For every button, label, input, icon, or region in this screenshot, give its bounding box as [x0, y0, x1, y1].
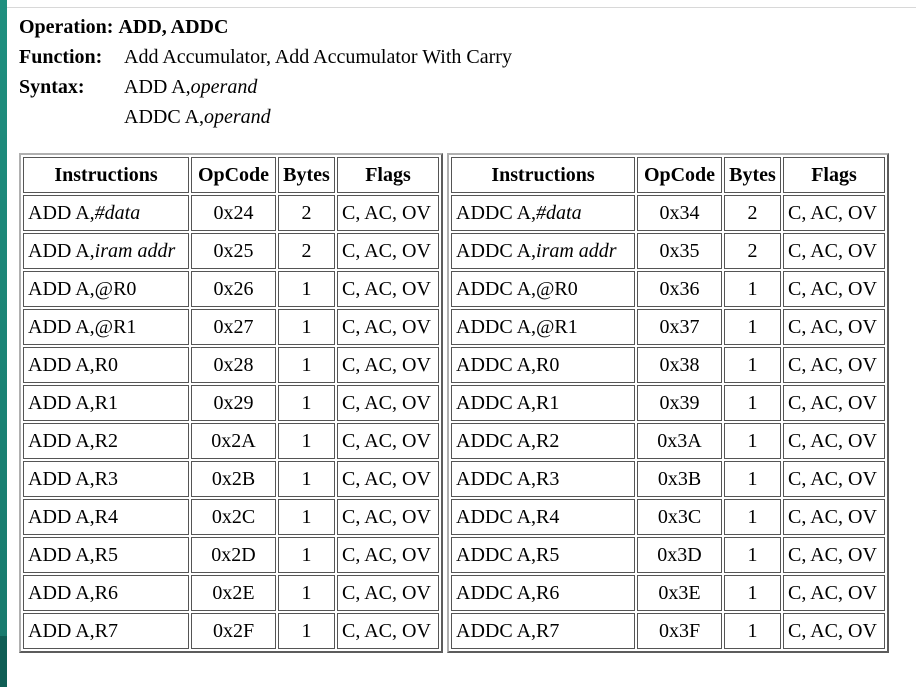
instruction-mnemonic: ADDC A,	[456, 467, 537, 490]
flags-cell: C, AC, OV	[337, 461, 439, 497]
instruction-mnemonic: ADD A,	[28, 315, 95, 338]
opcode-cell: 0x2A	[191, 423, 276, 459]
bytes-cell: 1	[278, 271, 335, 307]
instruction-cell	[23, 233, 189, 269]
flags-cell: C, AC, OV	[783, 385, 885, 421]
syntax-label: Syntax:	[19, 76, 85, 98]
instruction-mnemonic: ADDC A,	[456, 429, 537, 452]
instruction-cell	[451, 309, 635, 345]
table-row	[451, 271, 885, 307]
instruction-mnemonic: ADD A,	[28, 619, 95, 642]
instruction-mnemonic: ADD A,	[28, 467, 95, 490]
instruction-operand: R3	[536, 467, 560, 490]
col-instructions: Instructions	[23, 157, 189, 193]
table-row	[23, 347, 439, 383]
table-row	[23, 385, 439, 421]
table-row	[451, 461, 885, 497]
opcode-cell: 0x2F	[191, 613, 276, 649]
table-row	[451, 575, 885, 611]
top-divider	[7, 7, 916, 8]
instruction-mnemonic: ADDC A,	[456, 391, 537, 414]
add-table	[19, 153, 443, 653]
flags-cell: C, AC, OV	[783, 309, 885, 345]
instruction-mnemonic: ADDC A,	[456, 505, 537, 528]
instruction-cell	[23, 537, 189, 573]
flags-cell: C, AC, OV	[783, 537, 885, 573]
instruction-operand: R6	[94, 581, 119, 604]
opcode-cell: 0x2E	[191, 575, 276, 611]
instruction-operand: iram addr	[536, 239, 617, 262]
instruction-cell	[23, 575, 189, 611]
table-row	[23, 309, 439, 345]
table-row	[451, 309, 885, 345]
operation-label: Operation:	[19, 16, 114, 38]
instruction-cell	[23, 195, 189, 231]
bytes-cell: 1	[278, 575, 335, 611]
instruction-mnemonic: ADD A,	[28, 277, 95, 300]
opcode-cell: 0x2D	[191, 537, 276, 573]
flags-cell: C, AC, OV	[337, 233, 439, 269]
opcode-cell: 0x3A	[637, 423, 722, 459]
flags-cell: C, AC, OV	[783, 499, 885, 535]
opcode-cell: 0x3D	[637, 537, 722, 573]
flags-cell: C, AC, OV	[337, 347, 439, 383]
syntax-line-addc	[124, 102, 271, 132]
opcode-cell: 0x2B	[191, 461, 276, 497]
bytes-cell: 1	[278, 309, 335, 345]
function-label: Function:	[19, 46, 103, 68]
instruction-mnemonic: ADDC A,	[456, 581, 537, 604]
table-row	[23, 575, 439, 611]
opcode-cell: 0x3F	[637, 613, 722, 649]
instruction-operand: R1	[536, 391, 560, 414]
instruction-operand: @R1	[536, 315, 578, 338]
opcode-cell: 0x3C	[637, 499, 722, 535]
table-header-row	[451, 157, 885, 193]
flags-cell: C, AC, OV	[783, 461, 885, 497]
col-bytes: Bytes	[278, 157, 335, 193]
instruction-mnemonic: ADD A,	[28, 505, 95, 528]
instruction-cell	[23, 423, 189, 459]
bytes-cell: 1	[724, 461, 781, 497]
instruction-mnemonic: ADD A,	[28, 391, 95, 414]
left-edge-tab	[0, 636, 7, 687]
instruction-mnemonic: ADDC A,	[456, 201, 537, 224]
table-row	[23, 499, 439, 535]
instruction-operand: R6	[536, 581, 560, 604]
table-row	[451, 195, 885, 231]
function-row	[19, 42, 512, 72]
col-opcode: OpCode	[637, 157, 722, 193]
instruction-mnemonic: ADD A,	[28, 239, 95, 262]
bytes-cell: 1	[278, 385, 335, 421]
instruction-operand: R4	[536, 505, 560, 528]
instruction-mnemonic: ADD A,	[28, 581, 95, 604]
bytes-cell: 2	[724, 233, 781, 269]
instruction-operand: R2	[536, 429, 560, 452]
instruction-cell	[23, 309, 189, 345]
instruction-operand: @R1	[94, 315, 137, 338]
opcode-cell: 0x36	[637, 271, 722, 307]
table-row	[451, 233, 885, 269]
instruction-cell	[451, 575, 635, 611]
left-window-edge	[0, 0, 7, 687]
instruction-operand: R2	[94, 429, 119, 452]
instruction-cell	[451, 613, 635, 649]
bytes-cell: 1	[724, 423, 781, 459]
flags-cell: C, AC, OV	[337, 195, 439, 231]
bytes-cell: 2	[724, 195, 781, 231]
table-row	[23, 271, 439, 307]
opcode-cell: 0x28	[191, 347, 276, 383]
bytes-cell: 1	[724, 271, 781, 307]
flags-cell: C, AC, OV	[783, 613, 885, 649]
instruction-mnemonic: ADD A,	[28, 353, 95, 376]
flags-cell: C, AC, OV	[783, 195, 885, 231]
bytes-cell: 1	[724, 385, 781, 421]
instruction-operand: R5	[94, 543, 119, 566]
bytes-cell: 1	[724, 347, 781, 383]
col-opcode: OpCode	[191, 157, 276, 193]
instruction-mnemonic: ADDC A,	[456, 239, 537, 262]
opcode-cell: 0x3E	[637, 575, 722, 611]
opcode-cell: 0x29	[191, 385, 276, 421]
table-row	[23, 613, 439, 649]
table-row	[23, 537, 439, 573]
table-row	[451, 423, 885, 459]
instruction-operand: @R0	[536, 277, 578, 300]
bytes-cell: 2	[278, 195, 335, 231]
instruction-operand: R3	[94, 467, 119, 490]
bytes-cell: 1	[724, 309, 781, 345]
syntax-row-2	[124, 102, 512, 132]
instruction-cell	[23, 347, 189, 383]
instruction-header	[19, 12, 512, 132]
flags-cell: C, AC, OV	[337, 271, 439, 307]
table-row	[23, 461, 439, 497]
instruction-operand: R7	[94, 619, 119, 642]
col-flags: Flags	[337, 157, 439, 193]
syntax-addc-prefix: ADDC A,	[124, 106, 205, 128]
flags-cell: C, AC, OV	[337, 309, 439, 345]
instruction-cell	[451, 499, 635, 535]
operation-value: ADD, ADDC	[118, 16, 229, 38]
opcode-cell: 0x34	[637, 195, 722, 231]
instruction-cell	[451, 385, 635, 421]
bytes-cell: 1	[278, 613, 335, 649]
table-header-row	[23, 157, 439, 193]
flags-cell: C, AC, OV	[337, 537, 439, 573]
instruction-mnemonic: ADDC A,	[456, 277, 537, 300]
function-value: Add Accumulator, Add Accumulator With Carry	[124, 46, 512, 68]
opcode-cell: 0x26	[191, 271, 276, 307]
instruction-mnemonic: ADD A,	[28, 201, 95, 224]
bytes-cell: 1	[278, 537, 335, 573]
instruction-operand: iram addr	[94, 239, 176, 262]
bytes-cell: 1	[724, 613, 781, 649]
opcode-cell: 0x27	[191, 309, 276, 345]
instruction-operand: R4	[94, 505, 119, 528]
table-row	[451, 499, 885, 535]
instruction-mnemonic: ADD A,	[28, 429, 95, 452]
flags-cell: C, AC, OV	[783, 271, 885, 307]
instruction-cell	[451, 537, 635, 573]
flags-cell: C, AC, OV	[337, 613, 439, 649]
bytes-cell: 1	[278, 423, 335, 459]
opcode-cell: 0x2C	[191, 499, 276, 535]
table-row	[451, 385, 885, 421]
flags-cell: C, AC, OV	[337, 423, 439, 459]
flags-cell: C, AC, OV	[783, 347, 885, 383]
instruction-operand: R5	[536, 543, 560, 566]
opcode-cell: 0x24	[191, 195, 276, 231]
col-instructions: Instructions	[451, 157, 635, 193]
table-row	[23, 195, 439, 231]
instruction-cell	[451, 347, 635, 383]
opcode-cell: 0x37	[637, 309, 722, 345]
flags-cell: C, AC, OV	[783, 575, 885, 611]
flags-cell: C, AC, OV	[783, 423, 885, 459]
flags-cell: C, AC, OV	[337, 385, 439, 421]
instruction-cell	[23, 613, 189, 649]
instruction-operand: #data	[94, 201, 141, 224]
opcode-cell: 0x39	[637, 385, 722, 421]
flags-cell: C, AC, OV	[337, 575, 439, 611]
bytes-cell: 1	[724, 499, 781, 535]
instruction-cell	[451, 233, 635, 269]
bytes-cell: 2	[278, 233, 335, 269]
bytes-cell: 1	[278, 499, 335, 535]
syntax-add-prefix: ADD A,	[124, 76, 191, 98]
instruction-operand: R0	[536, 353, 560, 376]
instruction-cell	[23, 271, 189, 307]
instruction-mnemonic: ADDC A,	[456, 619, 537, 642]
instruction-operand: R1	[94, 391, 119, 414]
instruction-mnemonic: ADD A,	[28, 543, 95, 566]
opcode-cell: 0x3B	[637, 461, 722, 497]
syntax-addc-operand: operand	[204, 106, 271, 128]
opcode-cell: 0x35	[637, 233, 722, 269]
instruction-cell	[451, 461, 635, 497]
instruction-operand: R7	[536, 619, 560, 642]
instruction-cell	[23, 461, 189, 497]
table-row	[23, 233, 439, 269]
instruction-cell	[451, 271, 635, 307]
col-bytes: Bytes	[724, 157, 781, 193]
table-row	[23, 423, 439, 459]
syntax-line-add	[124, 72, 257, 102]
instruction-cell	[23, 499, 189, 535]
flags-cell: C, AC, OV	[783, 233, 885, 269]
opcode-cell: 0x38	[637, 347, 722, 383]
instruction-tables	[19, 153, 889, 653]
operation-row	[19, 12, 512, 42]
bytes-cell: 1	[278, 347, 335, 383]
instruction-cell	[23, 385, 189, 421]
bytes-cell: 1	[278, 461, 335, 497]
syntax-add-operand: operand	[190, 76, 258, 98]
col-flags: Flags	[783, 157, 885, 193]
instruction-mnemonic: ADDC A,	[456, 315, 537, 338]
flags-cell: C, AC, OV	[337, 499, 439, 535]
table-row	[451, 613, 885, 649]
instruction-cell	[451, 195, 635, 231]
instruction-operand: @R0	[94, 277, 137, 300]
instruction-operand: R0	[94, 353, 119, 376]
bytes-cell: 1	[724, 575, 781, 611]
instruction-mnemonic: ADDC A,	[456, 543, 537, 566]
instruction-operand: #data	[536, 201, 582, 224]
bytes-cell: 1	[724, 537, 781, 573]
table-row	[451, 537, 885, 573]
addc-table	[447, 153, 889, 653]
table-row	[451, 347, 885, 383]
instruction-mnemonic: ADDC A,	[456, 353, 537, 376]
syntax-row	[19, 72, 512, 102]
opcode-cell: 0x25	[191, 233, 276, 269]
instruction-cell	[451, 423, 635, 459]
